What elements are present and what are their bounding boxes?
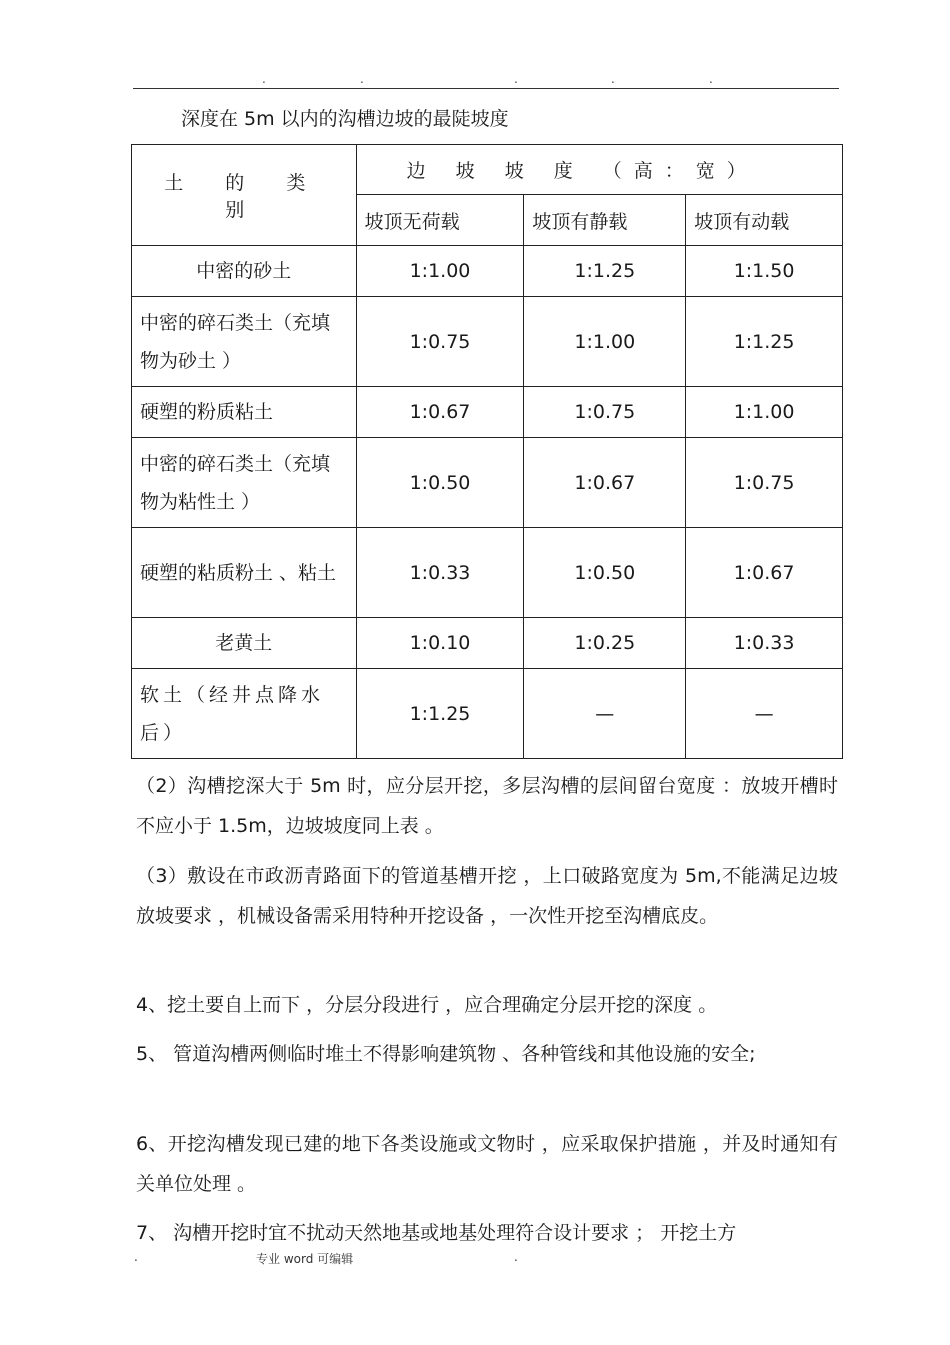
cell-static-load: — bbox=[524, 669, 686, 759]
paragraph-6: 6、开挖沟槽发现已建的地下各类设施或文物时 ，应采取保护措施 ，并及时通知有关单位处理 。 bbox=[136, 1133, 838, 1195]
cell-dynamic-load: 1:0.33 bbox=[686, 618, 843, 669]
cell-dynamic-load: 1:0.75 bbox=[686, 438, 843, 528]
cell-dynamic-load: 1:1.50 bbox=[686, 246, 843, 297]
cell-static-load: 1:0.75 bbox=[524, 387, 686, 438]
paragraph-5: 5、 管道沟槽两侧临时堆土不得影响建筑物 、各种管线和其他设施的安全; bbox=[136, 1043, 756, 1065]
row-category: 中密的砂土 bbox=[132, 246, 357, 297]
paragraph-2: （2）沟槽挖深大于 5m 时，应分层开挖，多层沟槽的层间留台宽度 ：放坡开槽时不应小于 1.5m，边坡坡度同上表 。 bbox=[136, 775, 838, 837]
row-category: 硬塑的粘质粉土 、粘土 bbox=[132, 528, 357, 618]
paragraph-4: 4、挖土要自上而下 ，分层分段进行 ，应合理确定分层开挖的深度 。 bbox=[136, 994, 718, 1016]
cell-no-load: 1:0.10 bbox=[356, 618, 524, 669]
cell-static-load: 1:0.25 bbox=[524, 618, 686, 669]
cell-static-load: 1:1.25 bbox=[524, 246, 686, 297]
cell-dynamic-load: — bbox=[686, 669, 843, 759]
header-soil-category: 土 的 类 别 bbox=[132, 145, 357, 246]
table-row bbox=[132, 528, 843, 618]
table-row bbox=[132, 246, 843, 297]
cell-no-load: 1:1.00 bbox=[356, 246, 524, 297]
header-slope-ratio: 边 坡 坡 度 （高：宽） bbox=[356, 145, 842, 195]
cell-static-load: 1:0.50 bbox=[524, 528, 686, 618]
footer-dot: . bbox=[514, 1250, 518, 1264]
cell-static-load: 1:0.67 bbox=[524, 438, 686, 528]
header-dot: . bbox=[611, 72, 615, 86]
cell-no-load: 1:0.33 bbox=[356, 528, 524, 618]
header-dot: . bbox=[709, 72, 713, 86]
cell-static-load: 1:1.00 bbox=[524, 297, 686, 387]
table-row bbox=[132, 438, 843, 528]
table-caption: 深度在 5m 以内的沟槽边坡的最陡坡度 bbox=[181, 108, 509, 130]
row-category: 中密的碎石类土（充填物为砂土 ） bbox=[132, 297, 357, 387]
header-dot: . bbox=[360, 72, 364, 86]
header-rule bbox=[133, 88, 839, 89]
cell-no-load: 1:0.67 bbox=[356, 387, 524, 438]
header-static-load: 坡顶有静载 bbox=[524, 195, 686, 246]
cell-no-load: 1:0.75 bbox=[356, 297, 524, 387]
cell-no-load: 1:0.50 bbox=[356, 438, 524, 528]
footer-dot: . bbox=[134, 1250, 138, 1264]
row-category: 硬塑的粉质粘土 bbox=[132, 387, 357, 438]
row-category: 中密的碎石类土（充填物为粘性土 ） bbox=[132, 438, 357, 528]
slope-table bbox=[131, 144, 843, 759]
cell-no-load: 1:1.25 bbox=[356, 669, 524, 759]
table-row bbox=[132, 297, 843, 387]
table-row bbox=[132, 669, 843, 759]
table-row bbox=[132, 618, 843, 669]
header-dot: . bbox=[514, 72, 518, 86]
header-dynamic-load: 坡顶有动载 bbox=[686, 195, 843, 246]
cell-dynamic-load: 1:0.67 bbox=[686, 528, 843, 618]
cell-dynamic-load: 1:1.00 bbox=[686, 387, 843, 438]
paragraph-3: （3）敷设在市政沥青路面下的管道基槽开挖 ，上口破路宽度为 5m,不能满足边坡放坡要求 ，机械设备需采用特种开挖设备 ，一次性开挖至沟槽底皮。 bbox=[136, 865, 838, 927]
row-category: 软土（经井点降水后） bbox=[132, 669, 357, 759]
header-no-load: 坡顶无荷载 bbox=[356, 195, 524, 246]
footer-text: 专业 word 可编辑 bbox=[256, 1252, 354, 1266]
cell-dynamic-load: 1:1.25 bbox=[686, 297, 843, 387]
row-category: 老黄土 bbox=[132, 618, 357, 669]
table-row bbox=[132, 387, 843, 438]
paragraph-7: 7、 沟槽开挖时宜不扰动天然地基或地基处理符合设计要求 ； 开挖土方 bbox=[136, 1222, 737, 1244]
header-dot: . bbox=[262, 72, 266, 86]
